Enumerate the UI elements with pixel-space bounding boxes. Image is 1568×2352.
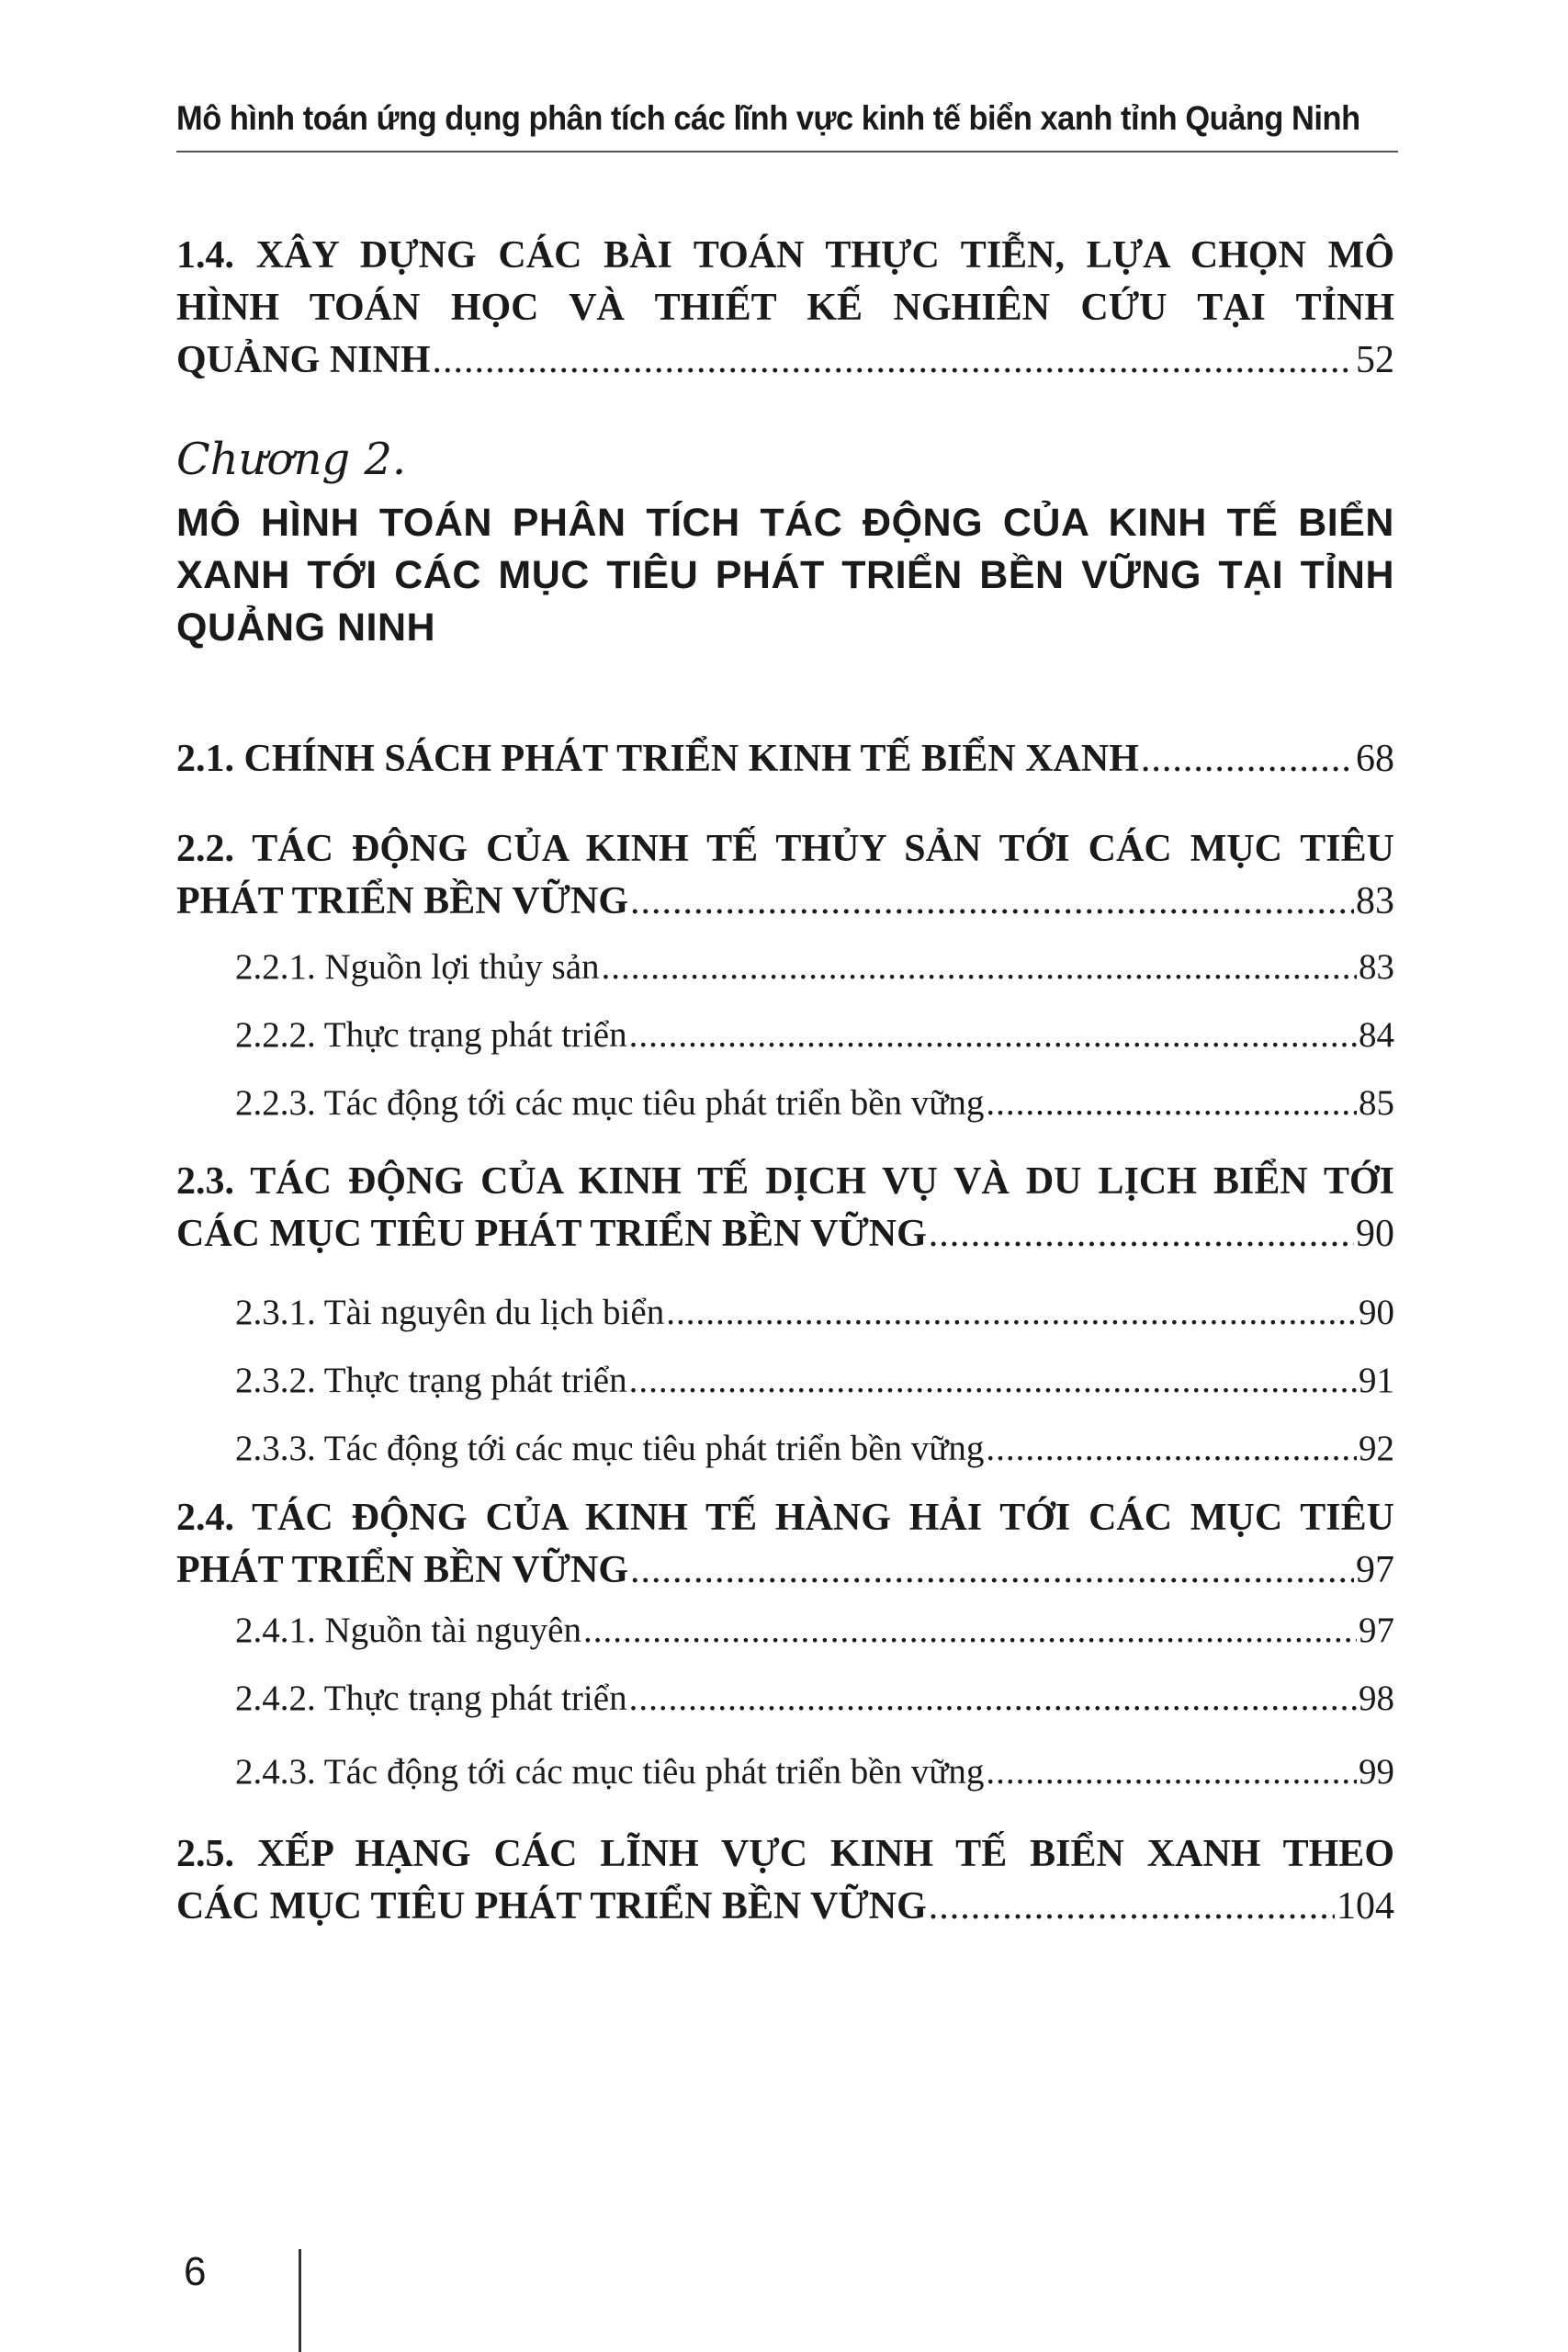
toc-entry-2-3-3[interactable]: [176, 1415, 1394, 1483]
toc-entry-1-4-line1: 1.4. XÂY DỰNG CÁC BÀI TOÁN THỰC TIỄN, LỰA CHỌN MÔ: [176, 234, 1394, 277]
chapter-title-line2: XANH TỚI CÁC MỤC TIÊU PHÁT TRIỂN BỀN VỮNG TẠI TỈNH: [176, 553, 1394, 597]
toc-entry-2-5[interactable]: [176, 1828, 1394, 1933]
toc-entry-2-4-3[interactable]: [176, 1738, 1394, 1806]
toc-sub-title: 2.2.2. Thực trạng phát triển: [235, 1015, 627, 1055]
chapter-label: Chương 2.: [176, 434, 407, 485]
toc-sub-title: 2.4.2. Thực trạng phát triển: [235, 1679, 627, 1718]
dot-leader: [629, 1665, 1357, 1733]
toc-entry-2-1-title: 2.1. CHÍNH SÁCH PHÁT TRIỂN KINH TẾ BIỂN XANH: [176, 738, 1139, 780]
footer-rule: [299, 2249, 301, 2352]
toc-sub-title: 2.3.3. Tác động tới các mục tiêu phát triển bền vững: [235, 1429, 985, 1468]
toc-entry-2-2-line1: 2.2. TÁC ĐỘNG CỦA KINH TẾ THỦY SẢN TỚI CÁC MỤC TIÊU: [176, 828, 1394, 870]
toc-sub-page: 90: [1359, 1293, 1394, 1332]
toc-sub-page: 83: [1359, 947, 1394, 987]
toc-entry-2-5-line2: CÁC MỤC TIÊU PHÁT TRIỂN BỀN VỮNG: [176, 1885, 927, 1928]
toc-entry-1-4-line3: QUẢNG NINH: [176, 339, 431, 381]
dot-leader: [1141, 733, 1354, 786]
toc-entry-2-3-1[interactable]: [176, 1279, 1394, 1347]
running-header: Mô hình toán ứng dụng phân tích các lĩnh vực kinh tế biển xanh tỉnh Quảng Ninh: [176, 99, 1360, 137]
toc-entry-2-4-2[interactable]: [176, 1665, 1394, 1733]
toc-entry-1-4-line2: HÌNH TOÁN HỌC VÀ THIẾT KẾ NGHIÊN CỨU TẠI TỈNH: [176, 287, 1394, 329]
toc-entry-2-3-page: 90: [1356, 1213, 1394, 1255]
toc-entry-2-2-1[interactable]: [176, 933, 1394, 1001]
toc-sub-page: 85: [1359, 1083, 1394, 1123]
dot-leader: [986, 1738, 1357, 1806]
toc-entry-2-4-line2: PHÁT TRIỂN BỀN VỮNG: [176, 1549, 629, 1591]
toc-entry-2-2-line2: PHÁT TRIỂN BỀN VỮNG: [176, 880, 629, 922]
toc-entry-2-5-line1: 2.5. XẾP HẠNG CÁC LĨNH VỰC KINH TẾ BIỂN XANH THEO: [176, 1833, 1394, 1875]
toc-entry-2-1-page: 68: [1356, 738, 1394, 780]
toc-entry-2-3-2[interactable]: [176, 1347, 1394, 1415]
toc-entry-2-4-line1: 2.4. TÁC ĐỘNG CỦA KINH TẾ HÀNG HẢI TỚI CÁC MỤC TIÊU: [176, 1497, 1394, 1539]
toc-sub-title: 2.2.3. Tác động tới các mục tiêu phát triển bền vững: [235, 1083, 985, 1123]
toc-entry-2-3-line1: 2.3. TÁC ĐỘNG CỦA KINH TẾ DỊCH VỤ VÀ DU LỊCH BIỂN TỚI: [176, 1160, 1394, 1203]
toc-entry-2-4-1[interactable]: [176, 1597, 1394, 1665]
toc-sub-title: 2.3.1. Tài nguyên du lịch biển: [235, 1293, 665, 1332]
toc-sub-title: 2.4.3. Tác động tới các mục tiêu phát triển bền vững: [235, 1752, 985, 1792]
toc-sub-page: 99: [1359, 1752, 1394, 1792]
dot-leader: [986, 1069, 1357, 1137]
dot-leader: [433, 334, 1354, 387]
dot-leader: [629, 1347, 1357, 1415]
chapter-title-line1: MÔ HÌNH TOÁN PHÂN TÍCH TÁC ĐỘNG CỦA KINH TẾ BIỂN: [176, 501, 1394, 545]
toc-sub-page: 91: [1359, 1361, 1394, 1400]
table-of-contents: [176, 230, 1394, 1933]
dot-leader: [929, 1881, 1335, 1933]
toc-entry-1-4[interactable]: [176, 230, 1394, 387]
toc-entry-2-2-page: 83: [1356, 880, 1394, 922]
toc-sub-page: 92: [1359, 1429, 1394, 1468]
toc-sub-page: 98: [1359, 1679, 1394, 1718]
toc-entry-2-4-page: 97: [1356, 1549, 1394, 1591]
toc-entry-2-3[interactable]: [176, 1156, 1394, 1261]
toc-entry-1-4-page: 52: [1356, 339, 1394, 381]
toc-entry-2-5-page: 104: [1337, 1885, 1394, 1928]
toc-sub-title: 2.3.2. Thực trạng phát triển: [235, 1361, 627, 1400]
toc-entry-2-2-3[interactable]: [176, 1069, 1394, 1137]
toc-entry-2-2[interactable]: [176, 823, 1394, 928]
toc-sub-title: 2.2.1. Nguồn lợi thủy sản: [235, 947, 600, 987]
toc-entry-2-3-line2: CÁC MỤC TIÊU PHÁT TRIỂN BỀN VỮNG: [176, 1213, 927, 1255]
dot-leader: [602, 933, 1357, 1001]
dot-leader: [630, 1544, 1354, 1597]
toc-entry-2-1[interactable]: [176, 733, 1394, 786]
toc-sub-page: 84: [1359, 1015, 1394, 1055]
dot-leader: [666, 1279, 1357, 1347]
dot-leader: [929, 1208, 1354, 1261]
page-number: 6: [184, 2249, 207, 2294]
dot-leader: [986, 1415, 1357, 1483]
header-rule: [176, 151, 1398, 153]
dot-leader: [583, 1597, 1357, 1665]
dot-leader: [630, 876, 1354, 928]
toc-entry-2-2-2[interactable]: [176, 1001, 1394, 1069]
chapter-title: [176, 497, 1394, 654]
chapter-title-line3: QUẢNG NINH: [176, 605, 436, 650]
toc-sub-title: 2.4.1. Nguồn tài nguyên: [235, 1611, 581, 1650]
toc-entry-2-4[interactable]: [176, 1492, 1394, 1597]
dot-leader: [629, 1001, 1357, 1069]
toc-sub-page: 97: [1359, 1611, 1394, 1650]
